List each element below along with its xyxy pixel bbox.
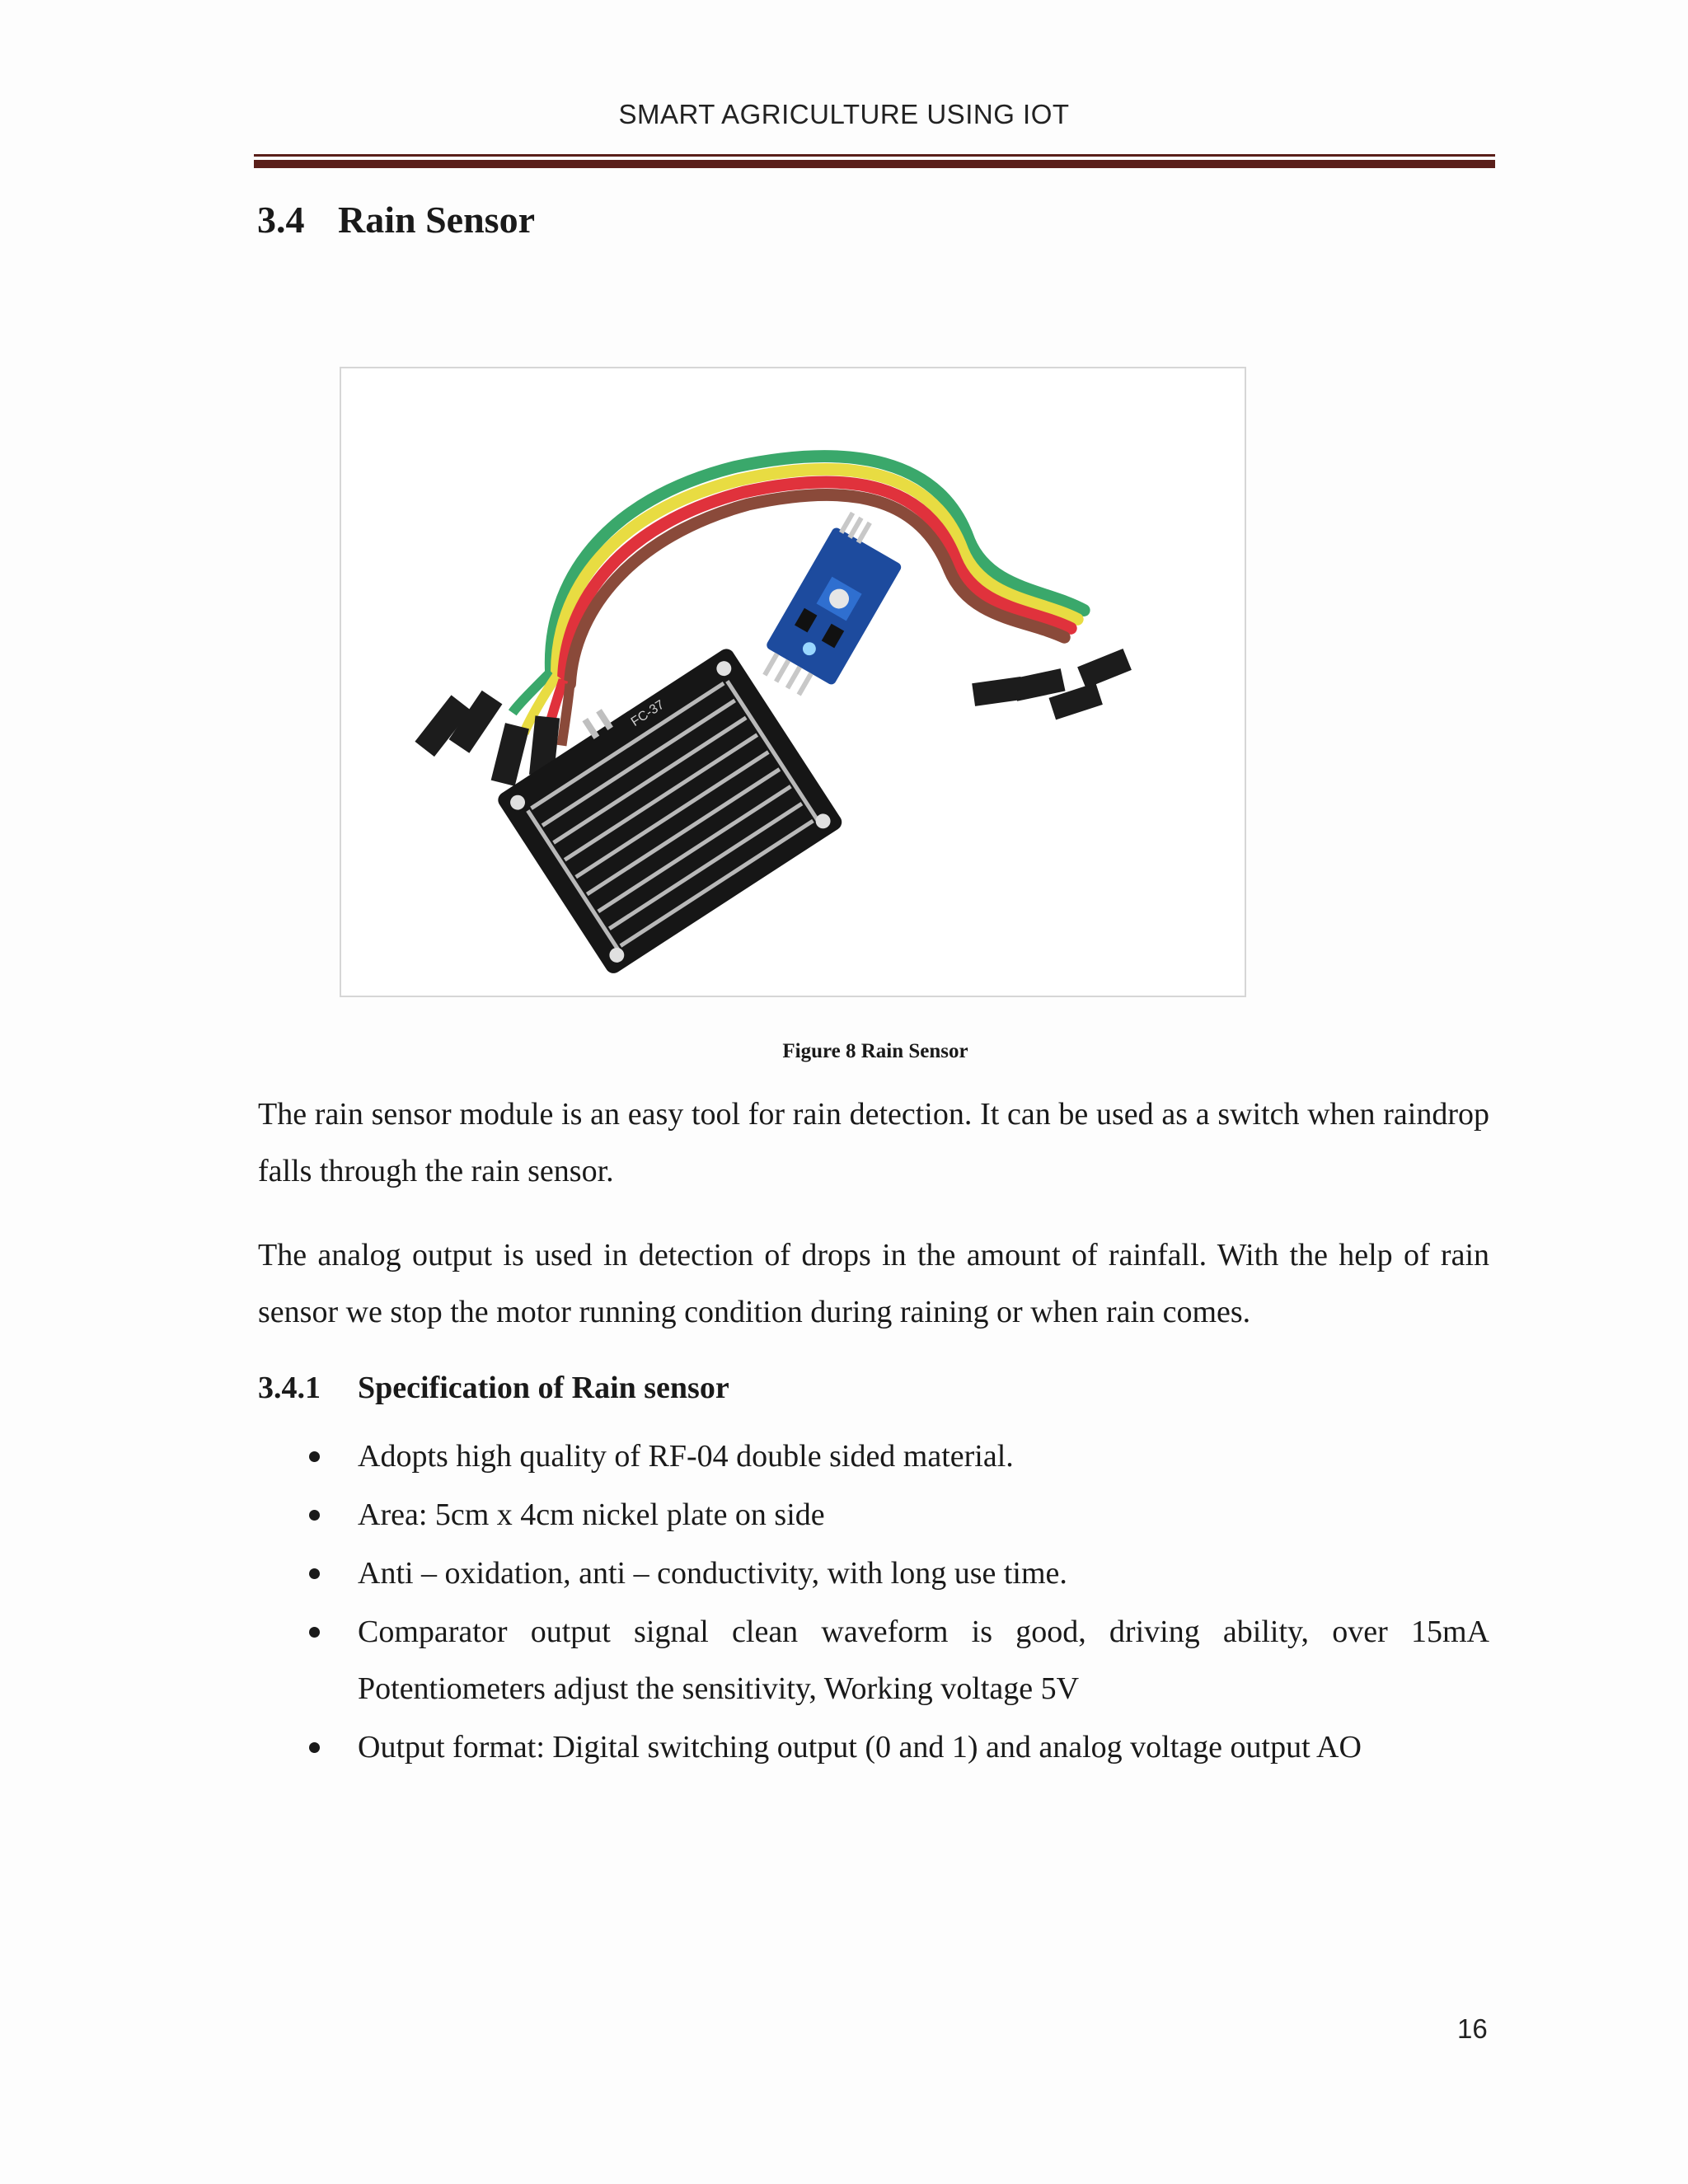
section-heading — [257, 198, 535, 241]
section-number: 3.4 — [257, 199, 305, 241]
paragraph-intro: The rain sensor module is an easy tool for rain detection. It can be used as a switch when raindrop falls through the rain sensor. — [258, 1097, 1489, 1188]
spec-item — [307, 1545, 1489, 1602]
subsection-number: 3.4.1 — [258, 1371, 321, 1405]
comparator-module — [753, 509, 913, 708]
section-title: Rain Sensor — [338, 199, 535, 241]
rain-sensor-illustration — [341, 368, 1245, 996]
board-label: FC-37 — [628, 697, 668, 729]
subsection-title: Specification of Rain sensor — [358, 1371, 729, 1405]
running-header: SMART AGRICULTURE USING IOT — [618, 99, 1070, 129]
spec-text: Area: 5cm x 4cm nickel plate on side — [358, 1497, 825, 1532]
bullet-icon — [309, 1568, 320, 1579]
paragraph-analog-output: The analog output is used in detection of drops in the amount of rainfall. With the help of rain sensor we stop the motor running condition during raining or when rain comes. — [258, 1238, 1489, 1329]
spec-text: Anti – oxidation, anti – conductivity, with long use time. — [358, 1556, 1067, 1591]
spec-text: Output format: Digital switching output (0 and 1) and analog voltage output AO — [358, 1730, 1362, 1765]
spec-text: Comparator output signal clean waveform is good, driving ability, over 15mA Potentiometers adjust the sensitivity, Working voltage 5V — [358, 1615, 1489, 1706]
bullet-icon — [309, 1510, 320, 1521]
spec-item — [307, 1719, 1489, 1776]
bullet-icon — [309, 1627, 320, 1638]
right-connectors — [972, 649, 1132, 719]
header-rule-thin — [254, 154, 1495, 157]
page-number: 16 — [1457, 2013, 1488, 2044]
spec-text: Adopts high quality of RF-04 double sided material. — [358, 1439, 1014, 1474]
bullet-icon — [309, 1742, 320, 1753]
subsection-heading — [258, 1370, 729, 1406]
header-rule-thick — [254, 160, 1495, 168]
spec-item — [307, 1604, 1489, 1718]
spec-list — [307, 1428, 1489, 1778]
spec-item — [307, 1487, 1489, 1544]
spec-item — [307, 1428, 1489, 1485]
figure-caption: Figure 8 Rain Sensor — [782, 1040, 968, 1062]
rain-sensor-figure — [340, 367, 1246, 997]
bullet-icon — [309, 1451, 320, 1462]
